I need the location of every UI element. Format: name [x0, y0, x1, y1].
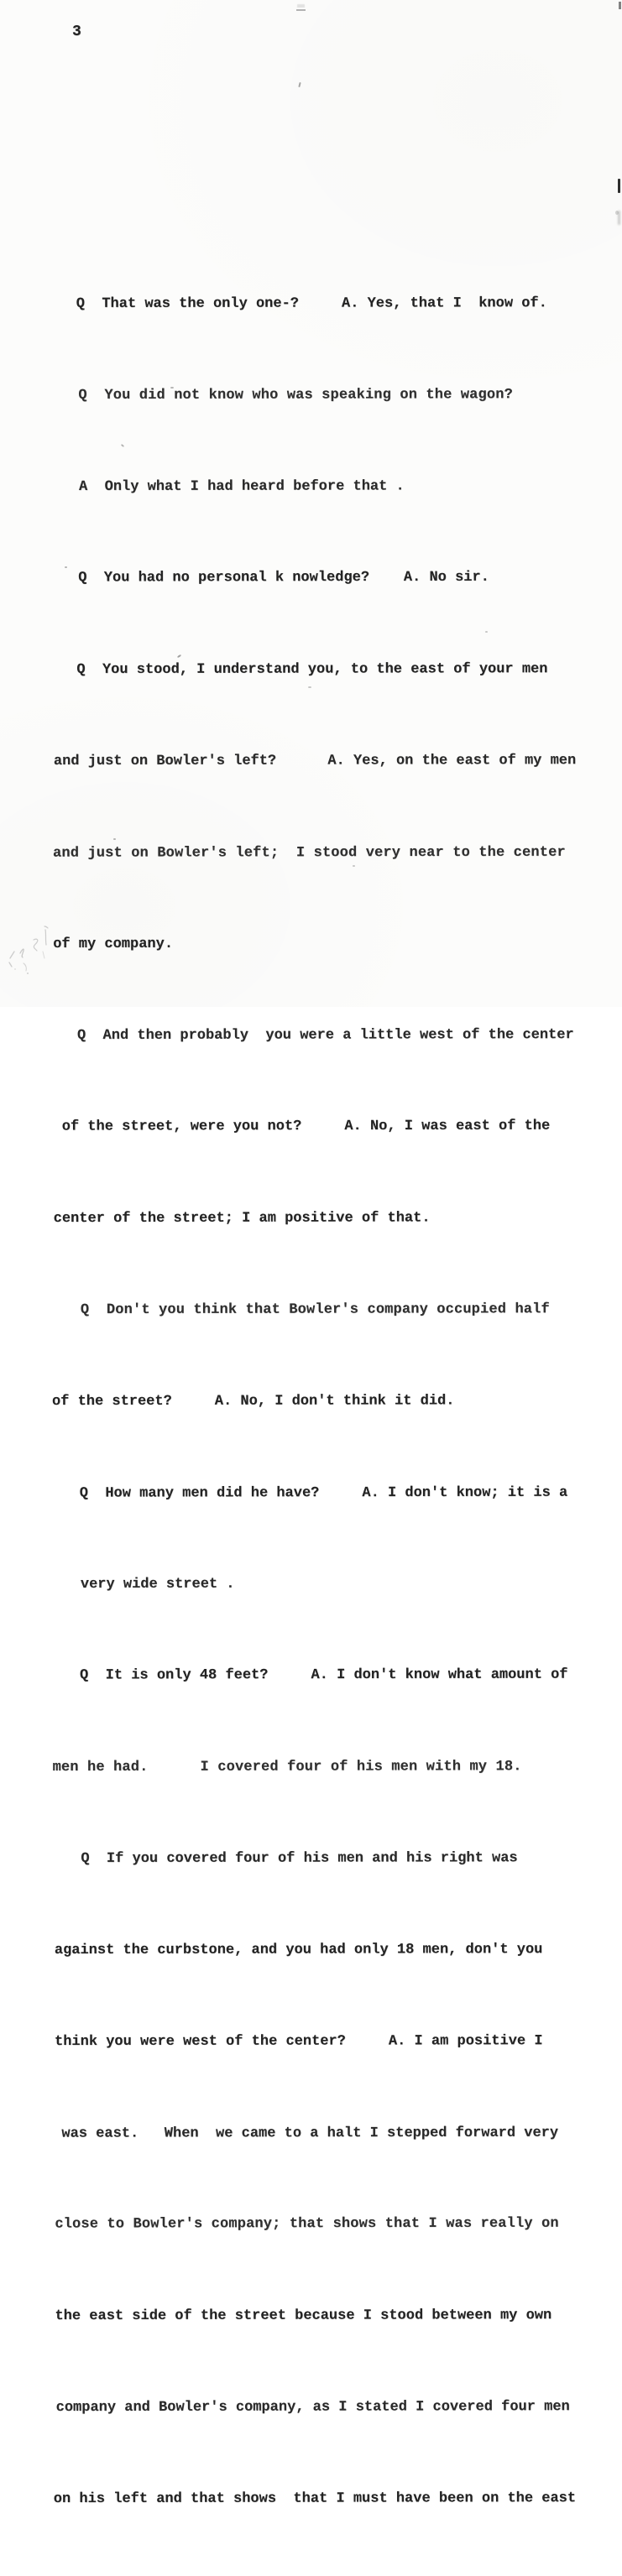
transcript-line: close to Bowler's company; that shows that I was really on [55, 2216, 559, 2233]
transcript-line: company and Bowler's company, as I stated I covered four men [55, 2399, 570, 2417]
transcript-line: Q Don't you think that Bowler's company occupied half [54, 1301, 550, 1319]
transcript-line: on his left and that shows that I must have been on the east [53, 2490, 577, 2508]
transcript-line: of the street, were you not? A. No, I was east of the [53, 1118, 551, 1135]
transcript-line: Q You did not know who was speaking on the wagon? [52, 386, 513, 404]
transcript-line: A Only what I had heard before that . [53, 478, 405, 495]
page-number: 3 [72, 23, 81, 40]
transcript-line: Q That was the only one-? A. Yes, that I know of. [50, 295, 547, 312]
top-smudge-mark [296, 8, 306, 13]
pencil-scribble [3, 923, 55, 978]
transcript-line: Q You had no personal k nowledge? A. No sir. [52, 569, 489, 587]
scan-speck [615, 211, 619, 215]
transcript-line: of the street? A. No, I don't think it did. [51, 1393, 455, 1411]
corner-tick-mark [619, 2, 621, 9]
transcript-line: very wide street . [55, 1576, 235, 1593]
transcript-line: think you were west of the center? A. I am positive I [55, 2033, 543, 2051]
transcript-line: of my company. [53, 936, 174, 952]
transcript-line: Q You stood, I understand you, to the east of your men [50, 660, 548, 678]
transcript-line: and just on Bowler's left; I stood very near to the center [53, 844, 566, 862]
transcript-text [52, 227, 578, 2576]
transcript-line: Q And then probably you were a little west of the center [51, 1027, 574, 1044]
transcript-line: was east. When we came to a halt I stepped forward very [53, 2125, 559, 2142]
transcript-line: Q How many men did he have? A. I don't know; it is a [54, 1484, 568, 1502]
transcript-line: against the curbstone, and you had only 18 men, don't you [54, 1942, 543, 1959]
stray-mark [298, 82, 301, 87]
transcript-line: Q If you covered four of his men and his right was [55, 1850, 518, 1868]
transcript-line: men he had. I covered four of his men with my 18. [52, 1759, 522, 1776]
transcript-line: and just on Bowler's left? A. Yes, on the east of my men [53, 752, 577, 769]
transcript-line: the east side of the street because I stood between my own [55, 2307, 552, 2325]
transcript-line: Q It is only 48 feet? A. I don't know what amount of [54, 1666, 568, 1684]
transcript-line: center of the street; I am positive of that. [53, 1210, 431, 1227]
edge-tick-mark [618, 179, 620, 193]
